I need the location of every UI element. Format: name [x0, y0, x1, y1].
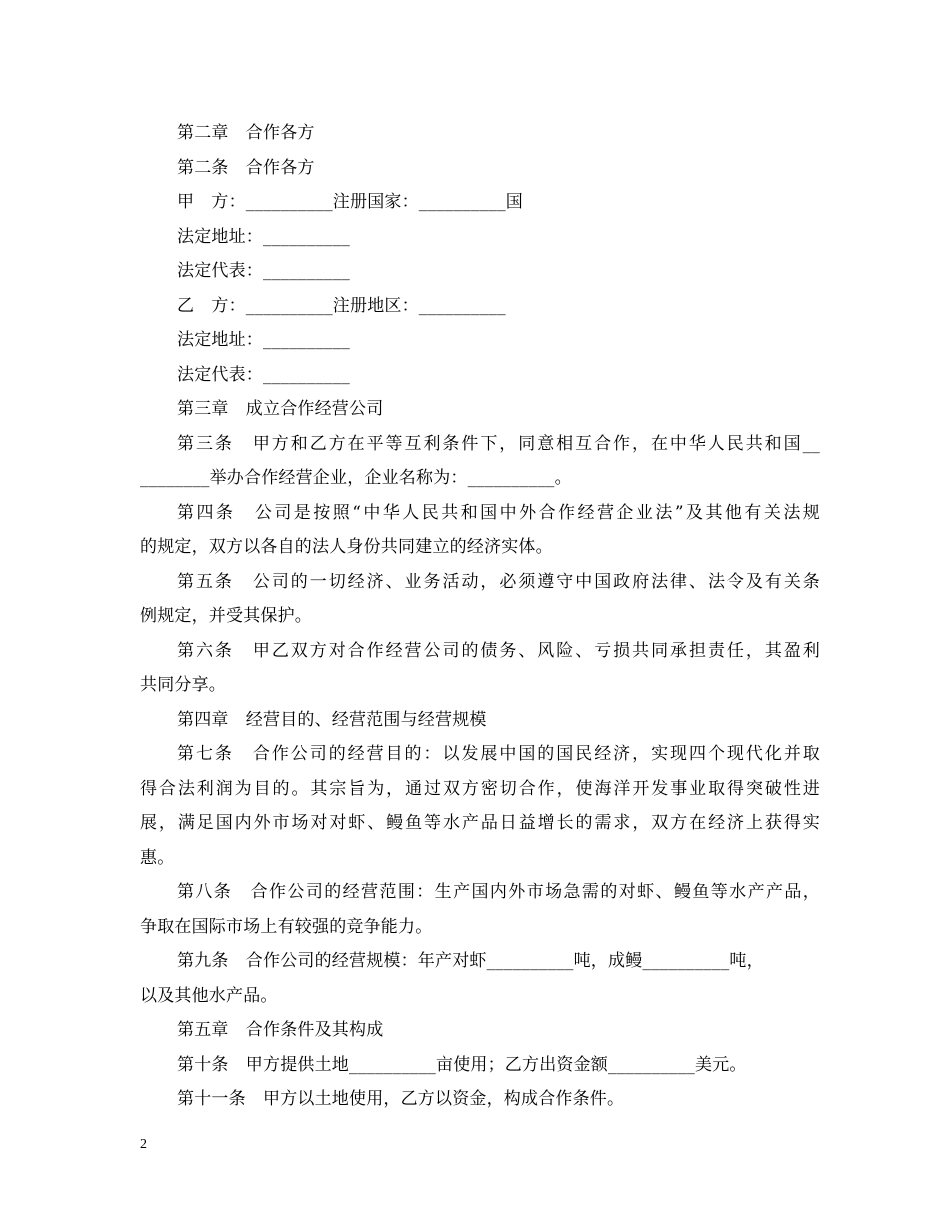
article-7-line-1: 第七条 合作公司的经营目的：以发展中国的国民经济，实现四个现代化并取	[177, 744, 820, 764]
party-b-representative: 法定代表：__________	[177, 364, 350, 385]
article-4-line-1: 第四条 公司是按照“中华人民共和国中外合作经营企业法”及其他有关法规	[177, 502, 820, 523]
article-3-line-2: ________举办合作经营企业，企业名称为：__________。	[140, 468, 572, 488]
chapter-2-heading: 第二章 合作各方	[177, 123, 315, 143]
article-7-line-2: 得合法利润为目的。其宗旨为，通过双方密切合作，使海洋开发事业取得突破性进	[140, 778, 820, 799]
article-9-line-1: 第九条 合作公司的经营规模：年产对虾__________吨，成鳗__________吨，	[177, 951, 764, 971]
article-8-line-2: 争取在国际市场上有较强的竞争能力。	[140, 916, 433, 937]
chapter-5-heading: 第五章 合作条件及其构成	[177, 1020, 384, 1040]
article-11-line: 第十一条 甲方以土地使用，乙方以资金，构成合作条件。	[177, 1089, 625, 1109]
article-5-line-1: 第五条 公司的一切经济、业务活动，必须遵守中国政府法律、法令及有关条	[177, 571, 820, 592]
chapter-3-heading: 第三章 成立合作经营公司	[177, 399, 384, 419]
article-6-line-2: 共同分享。	[140, 675, 226, 695]
party-b-line: 乙 方：__________注册地区：__________	[177, 295, 506, 316]
article-7-line-3: 展，满足国内外市场对对虾、鳗鱼等水产品日益增长的需求，双方在经济上获得实	[140, 813, 820, 833]
contract-body	[140, 116, 820, 1117]
article-7-line-4: 惠。	[140, 847, 175, 868]
article-2-heading: 第二条 合作各方	[177, 157, 315, 178]
article-3-line-1: 第三条 甲方和乙方在平等互利条件下，同意相互合作，在中华人民共和国__	[177, 433, 820, 454]
article-6-line-1: 第六条 甲乙双方对合作经营公司的债务、风险、亏损共同承担责任，其盈利	[177, 640, 820, 661]
chapter-4-heading: 第四章 经营目的、经营范围与经营规模	[177, 709, 487, 730]
article-5-line-2: 例规定，并受其保护。	[140, 606, 312, 626]
page-number: 2	[140, 1137, 147, 1152]
article-10-line: 第十条 甲方提供土地__________亩使用；乙方出资金额__________美元。	[177, 1054, 747, 1075]
party-a-line: 甲 方：__________注册国家：__________国	[177, 192, 523, 212]
article-4-line-2: 的规定，双方以各自的法人身份共同建立的经济实体。	[140, 537, 553, 557]
party-b-address: 法定地址：__________	[177, 330, 350, 350]
party-a-address: 法定地址：__________	[177, 226, 350, 247]
article-9-line-2: 以及其他水产品。	[140, 985, 278, 1006]
party-a-representative: 法定代表：__________	[177, 261, 350, 281]
article-8-line-1: 第八条 合作公司的经营范围：生产国内外市场急需的对虾、鳗鱼等水产产品，	[177, 882, 820, 902]
